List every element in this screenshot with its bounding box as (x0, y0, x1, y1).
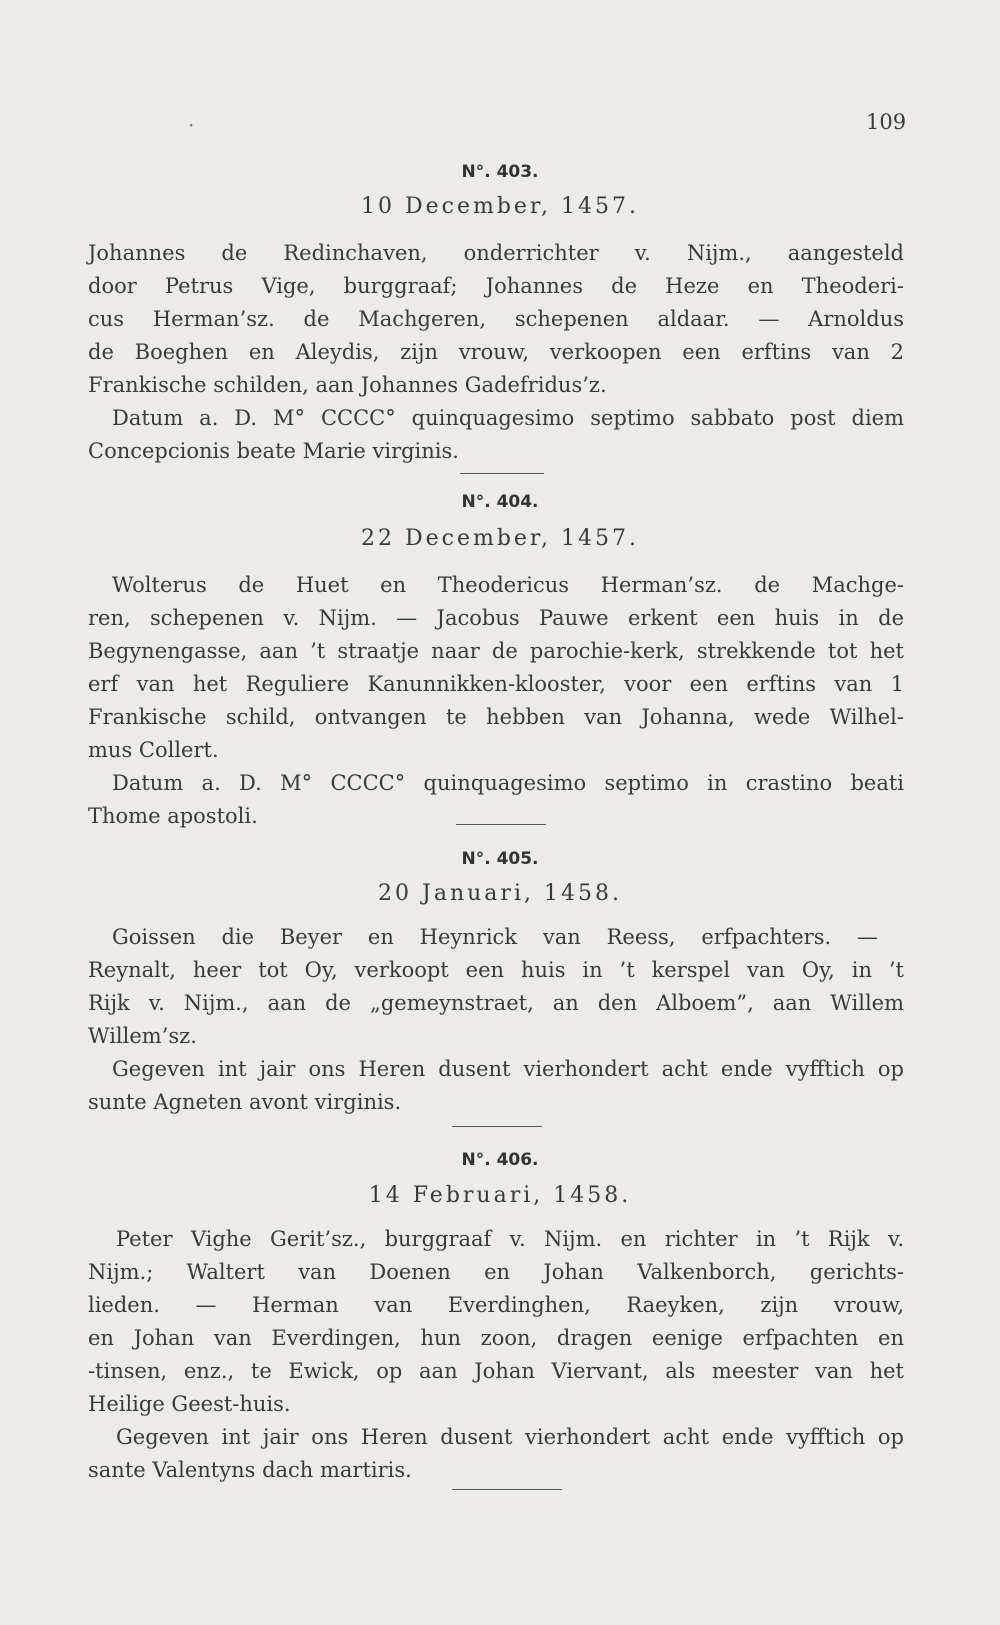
entry-number: N°. 405. (461, 849, 539, 869)
entry-text-line: Johannes de Redinchaven, onderrichter v. Nijm., aangesteld (88, 241, 904, 265)
separator-rule (452, 1126, 542, 1127)
entry-text-line: Peter Vighe Gerit’sz., burggraaf v. Nijm. en richter in ’t Rijk v. (116, 1227, 904, 1251)
entry-text-line: Nijm.; Waltert van Doenen en Johan Valkenborch, gerichts- (88, 1260, 904, 1284)
entry-text-line: -tinsen, enz., te Ewick, op aan Johan Viervant, als meester van het (88, 1359, 904, 1383)
entry-text-line: Frankische schild, ontvangen te hebben van Johanna, wede Wilhel- (88, 705, 904, 729)
entry-text-line: Datum a. D. M° CCCC° quinquagesimo septimo sabbato post diem (112, 406, 904, 430)
entry-number: N°. 406. (461, 1150, 539, 1170)
entry-text-line: Gegeven int jair ons Heren dusent vierhondert acht ende vyfftich op (116, 1425, 904, 1449)
entry-text-line: sunte Agneten avont virginis. (88, 1090, 402, 1114)
entry-text-line: sante Valentyns dach martiris. (88, 1458, 412, 1482)
page-number: 109 (866, 110, 907, 134)
entry-number: N°. 403. (461, 162, 539, 182)
entry-date: 14 Februari, 1458. (368, 1183, 632, 1208)
entry-text-line: Rijk v. Nijm., aan de „gemeynstraet, an den Alboem”, aan Willem (88, 991, 904, 1015)
entry-text-line: Willem’sz. (88, 1024, 197, 1048)
entry-text-line: en Johan van Everdingen, hun zoon, dragen eenige erfpachten en (88, 1326, 904, 1350)
entry-text-line: Wolterus de Huet en Theodericus Herman’sz. de Machge- (112, 573, 904, 597)
entry-date: 10 December, 1457. (360, 194, 640, 219)
separator-rule (460, 473, 544, 474)
entry-text-line: ren, schepenen v. Nijm. — Jacobus Pauwe erkent een huis in de (88, 606, 904, 630)
entry-text-line: Heilige Geest-huis. (88, 1392, 291, 1416)
entry-text-line: Thome apostoli. (88, 804, 258, 828)
entry-text-line: lieden. — Herman van Everdinghen, Raeyken, zijn vrouw, (88, 1293, 904, 1317)
entry-text-line: de Boeghen en Aleydis, zijn vrouw, verkoopen een erftins van 2 (88, 340, 904, 364)
entry-text-line: Reynalt, heer tot Oy, verkoopt een huis in ’t kerspel van Oy, in ’t (88, 958, 904, 982)
entry-text-line: Goissen die Beyer en Heynrick van Reess, erfpachters. — (112, 925, 878, 949)
separator-rule (452, 1489, 562, 1490)
entry-text-line: door Petrus Vige, burggraaf; Johannes de Heze en Theoderi- (88, 274, 904, 298)
entry-number: N°. 404. (461, 492, 539, 512)
entry-text-line: Begynengasse, aan ’t straatje naar de parochie-kerk, strekkende tot het (88, 639, 904, 663)
entry-text-line: Gegeven int jair ons Heren dusent vierhondert acht ende vyfftich op (112, 1057, 904, 1081)
entry-text-line: Concepcionis beate Marie virginis. (88, 439, 459, 463)
entry-text-line: Datum a. D. M° CCCC° quinquagesimo septimo in crastino beati (112, 771, 904, 795)
separator-rule (456, 824, 546, 825)
entry-date: 22 December, 1457. (360, 526, 640, 551)
entry-date: 20 Januari, 1458. (378, 881, 622, 906)
entry-text-line: mus Collert. (88, 738, 219, 762)
stray-mark: · (188, 113, 195, 137)
entry-text-line: Frankische schilden, aan Johannes Gadefridus’z. (88, 373, 607, 397)
entry-text-line: cus Herman’sz. de Machgeren, schepenen aldaar. — Arnoldus (88, 307, 904, 331)
entry-text-line: erf van het Reguliere Kanunnikken-klooster, voor een erftins van 1 (88, 672, 904, 696)
